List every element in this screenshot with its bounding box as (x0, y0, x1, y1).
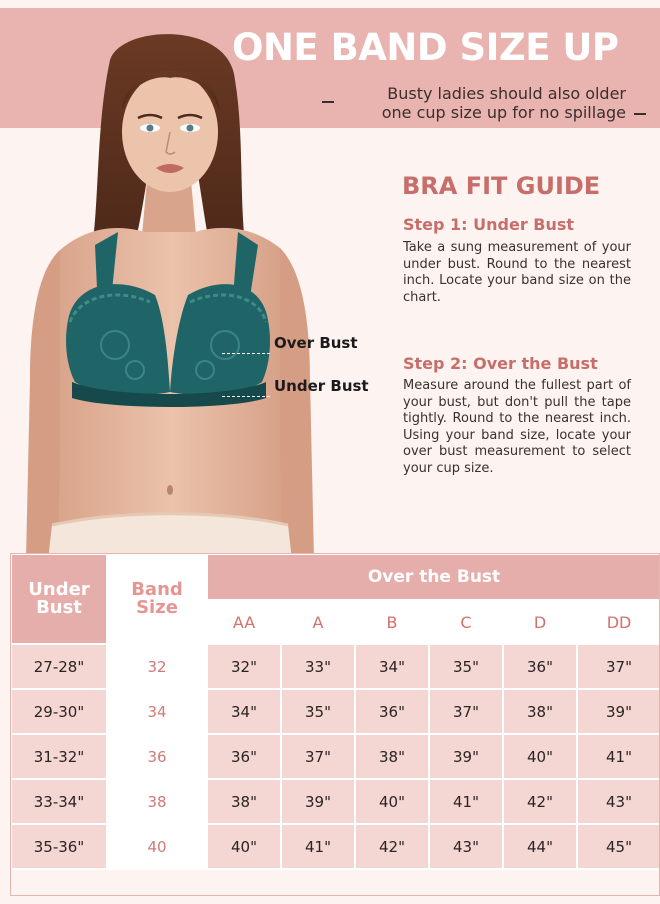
under-bust-cell: 33-34" (11, 779, 107, 824)
cup-header-d: D (503, 600, 577, 644)
cup-value-cell: 37" (281, 734, 355, 779)
cup-value-cell: 45" (577, 824, 660, 869)
under-bust-header-line1: Under (28, 579, 90, 600)
step1-title: Step 1: Under Bust (403, 215, 575, 234)
under-bust-header (11, 554, 107, 644)
cup-value-cell: 35" (281, 689, 355, 734)
step2-title: Step 2: Over the Bust (403, 354, 598, 373)
step2-body: Measure around the fullest part of your bust, but don't pull the tape tightly. Round to the nearest inch. Using your band size, locate your over bust measurement to select your cup size. (403, 378, 631, 476)
under-bust-callout: Under Bust (274, 377, 369, 395)
cup-value-cell: 34" (207, 689, 281, 734)
cup-value-cell: 36" (355, 689, 429, 734)
sub-dash-right (634, 113, 646, 115)
cup-value-cell: 33" (281, 644, 355, 689)
cup-value-cell: 40" (207, 824, 281, 869)
cup-value-cell: 39" (281, 779, 355, 824)
cup-value-cell: 40" (355, 779, 429, 824)
cup-value-cell: 42" (503, 779, 577, 824)
cup-header-dd: DD (577, 600, 660, 644)
cup-value-cell: 34" (355, 644, 429, 689)
table-row (11, 689, 660, 734)
subline-1: Busty ladies should also older (387, 84, 626, 103)
cup-header-c: C (429, 600, 503, 644)
cup-value-cell: 38" (503, 689, 577, 734)
table-row (11, 734, 660, 779)
table-row (11, 644, 660, 689)
cup-value-cell: 36" (503, 644, 577, 689)
over-bust-header: Over the Bust (207, 554, 660, 600)
cup-value-cell: 37" (429, 689, 503, 734)
cup-value-cell: 44" (503, 824, 577, 869)
cup-value-cell: 39" (577, 689, 660, 734)
cup-value-cell: 35" (429, 644, 503, 689)
size-chart-table (10, 553, 660, 870)
cup-value-cell: 32" (207, 644, 281, 689)
table-row (11, 824, 660, 869)
band-size-cell: 34 (107, 689, 207, 734)
guide-title: BRA FIT GUIDE (402, 172, 601, 200)
cup-value-cell: 43" (577, 779, 660, 824)
cup-value-cell: 36" (207, 734, 281, 779)
under-bust-cell: 29-30" (11, 689, 107, 734)
cup-value-cell: 40" (503, 734, 577, 779)
sub-dash-left (322, 101, 334, 103)
under-bust-cell: 35-36" (11, 824, 107, 869)
over-bust-callout: Over Bust (274, 334, 358, 352)
under-bust-guide-line (222, 396, 270, 397)
table-row (11, 779, 660, 824)
under-bust-cell: 27-28" (11, 644, 107, 689)
cup-value-cell: 37" (577, 644, 660, 689)
band-size-cell: 38 (107, 779, 207, 824)
model-illustration (0, 20, 340, 560)
band-size-cell: 36 (107, 734, 207, 779)
under-bust-cell: 31-32" (11, 734, 107, 779)
cup-value-cell: 38" (207, 779, 281, 824)
headline: ONE BAND SIZE UP (232, 26, 619, 69)
band-size-header-line2: Size (136, 597, 178, 618)
cup-header-aa: AA (207, 600, 281, 644)
cup-value-cell: 42" (355, 824, 429, 869)
cup-header-a: A (281, 600, 355, 644)
cup-value-cell: 43" (429, 824, 503, 869)
cup-value-cell: 41" (577, 734, 660, 779)
subline-2: one cup size up for no spillage (381, 103, 626, 122)
under-bust-header-line2: Bust (36, 597, 82, 618)
band-size-cell: 32 (107, 644, 207, 689)
band-size-header-line1: Band (131, 579, 183, 600)
cup-value-cell: 41" (429, 779, 503, 824)
cup-value-cell: 39" (429, 734, 503, 779)
band-size-header (107, 554, 207, 644)
cup-value-cell: 41" (281, 824, 355, 869)
band-size-cell: 40 (107, 824, 207, 869)
cup-value-cell: 38" (355, 734, 429, 779)
step1-body: Take a sung measurement of your under bust. Round to the nearest inch. Locate your band size on the chart. (403, 240, 631, 305)
cup-header-b: B (355, 600, 429, 644)
over-bust-guide-line (222, 353, 270, 354)
